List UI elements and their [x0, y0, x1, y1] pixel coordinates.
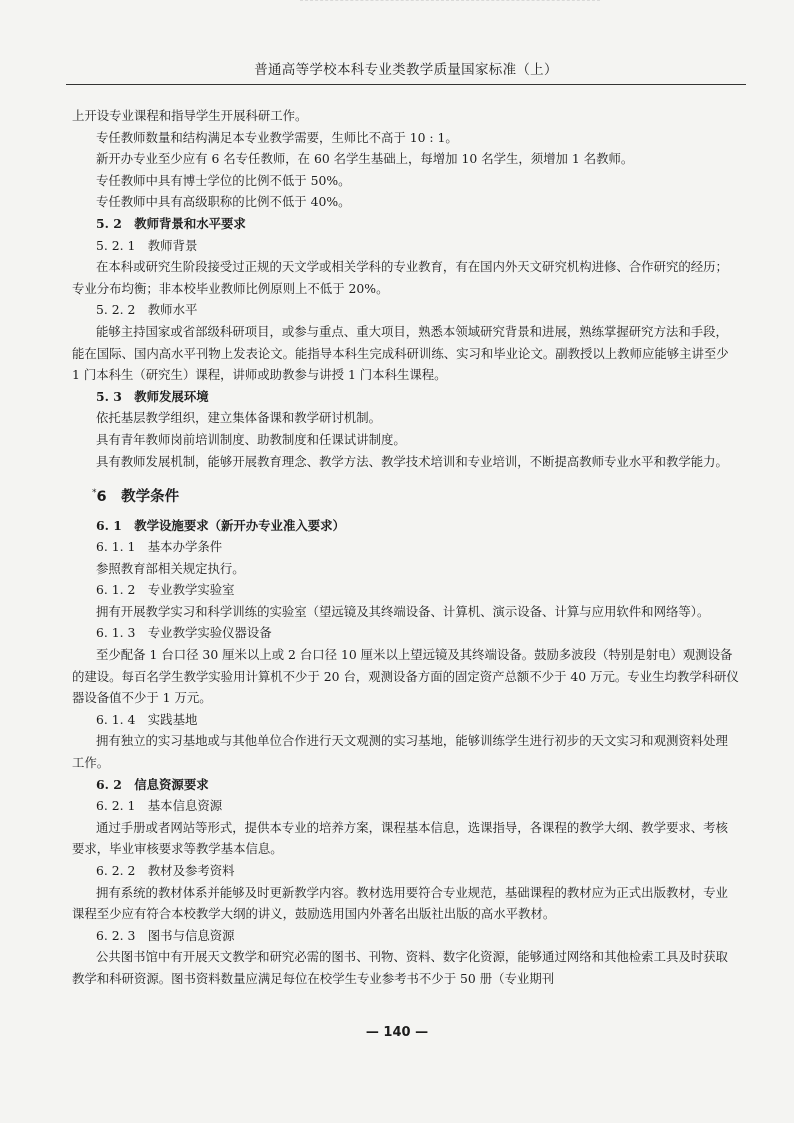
paragraph-student-teacher-ratio: 专任教师数量和结构满足本专业教学需要，生师比不高于 10 : 1。: [96, 129, 458, 145]
paragraph-6-1-2: 拥有开展教学实习和科学训练的实验室（望远镜及其终端设备、计算机、演示设备、计算与应用软件和网络等）。: [96, 603, 710, 619]
paragraph-5-3-c: 具有教师发展机制，能够开展教育理念、教学方法、教学技术培训和专业培训，不断提高教师专业水平和教学能力。: [96, 453, 728, 469]
paragraph-6-1-3: 至少配备 1 台口径 30 厘米以上或 2 台口径 10 厘米以上望远镜及其终端设备。鼓励多波段（特别是射电）观测设备的建设。每百名学生教学实验用计算机不少于 20 台，观测设备方面的固定资产总额不少于 40 万元。专业生均教学科研仪器设备值不少于 1 万元。: [72, 647, 739, 706]
chapter-heading-6-text: 6 教学条件: [96, 488, 180, 505]
paragraph-continued: 上开设专业课程和指导学生开展科研工作。: [72, 108, 308, 123]
section-heading-5-3: 5. 3 教师发展环境: [96, 388, 209, 404]
paragraph-6-2-1: 通过手册或者网站等形式，提供本专业的培养方案，课程基本信息，选课指导，各课程的教学大纲、教学要求、考核要求，毕业审核要求等教学基本信息。: [72, 819, 728, 857]
subsection-heading-6-2-2: 6. 2. 2 教材及参考资料: [96, 863, 235, 879]
paragraph-5-3-b: 具有青年教师岗前培训制度、助教制度和任课试讲制度。: [96, 431, 406, 447]
paragraph-phd-ratio: 专任教师中具有博士学位的比例不低于 50%。: [96, 172, 351, 188]
subsection-heading-6-1-2: 6. 1. 2 专业教学实验室: [96, 582, 235, 598]
paragraph-5-3-a: 依托基层教学组织，建立集体备课和教学研讨机制。: [96, 410, 381, 426]
paragraph-senior-title-ratio: 专任教师中具有高级职称的比例不低于 40%。: [96, 194, 351, 210]
subsection-heading-6-1-4: 6. 1. 4 实践基地: [96, 711, 198, 727]
subsection-heading-6-1-1: 6. 1. 1 基本办学条件: [96, 539, 223, 555]
asterisk-marker: *: [92, 488, 97, 499]
paragraph-5-2-1: 在本科或研究生阶段接受过正规的天文学或相关学科的专业教育，有在国内外天文研究机构进修、合作研究的经历；专业分布均衡；非本校毕业教师比例原则上不低于 20%。: [72, 259, 728, 296]
section-heading-6-1: 6. 1 教学设施要求（新开办专业准入要求）: [96, 517, 345, 533]
subsection-heading-6-2-1: 6. 2. 1 基本信息资源: [96, 798, 223, 814]
paragraph-6-1-4: 拥有独立的实习基地或与其他单位合作进行天文观测的实习基地，能够训练学生进行初步的天文实习和观测资料处理工作。: [72, 733, 728, 771]
scan-artifact: [300, 0, 600, 11]
paragraph-6-2-2: 拥有系统的教材体系并能够及时更新教学内容。教材选用要符合专业规范，基础课程的教材应为正式出版教材，专业课程至少应有符合本校教学大纲的讲义，鼓励选用国内外著名出版社出版的高水平教材。: [72, 884, 728, 922]
paragraph-5-2-2: 能够主持国家或省部级科研项目，或参与重点、重大项目，熟悉本领域研究背景和进展，熟练掌握研究方法和手段，能在国际、国内高水平刊物上发表论文。能指导本科生完成科研训练、实习和毕业论文。副教授以上教师应能够主讲至少 1 门本科生（研究生）课程，讲师或助教参与讲授 1 门本科生课程。: [72, 323, 729, 383]
page-number: — 140 —: [365, 1025, 429, 1040]
subsection-heading-6-1-3: 6. 1. 3 专业教学实验仪器设备: [96, 625, 272, 641]
paragraph-6-2-3: 公共图书馆中有开展天文教学和研究必需的图书、刊物、资料、数字化资源，能够通过网络和其他检索工具及时获取教学和科研资源。图书资料数量应满足每位在校学生专业参考书不少于 50 册（专业期刊: [72, 949, 728, 986]
paragraph-6-1-1: 参照教育部相关规定执行。: [96, 560, 245, 576]
header-title: 普通高等学校本科专业类教学质量国家标准（上）: [254, 62, 558, 78]
header-rule: [66, 84, 746, 85]
page-body: [72, 105, 740, 990]
subsection-heading-5-2-2: 5. 2. 2 教师水平: [96, 302, 198, 318]
chapter-heading-6: [72, 483, 740, 508]
paragraph-new-program-staffing: 新开办专业至少应有 6 名专任教师，在 60 名学生基础上，每增加 10 名学生，须增加 1 名教师。: [96, 151, 634, 167]
subsection-heading-6-2-3: 6. 2. 3 图书与信息资源: [96, 927, 235, 943]
running-header: [66, 58, 746, 85]
section-heading-5-2: 5. 2 教师背景和水平要求: [96, 215, 246, 231]
section-heading-6-2: 6. 2 信息资源要求: [96, 776, 209, 792]
subsection-heading-5-2-1: 5. 2. 1 教师背景: [96, 237, 198, 253]
